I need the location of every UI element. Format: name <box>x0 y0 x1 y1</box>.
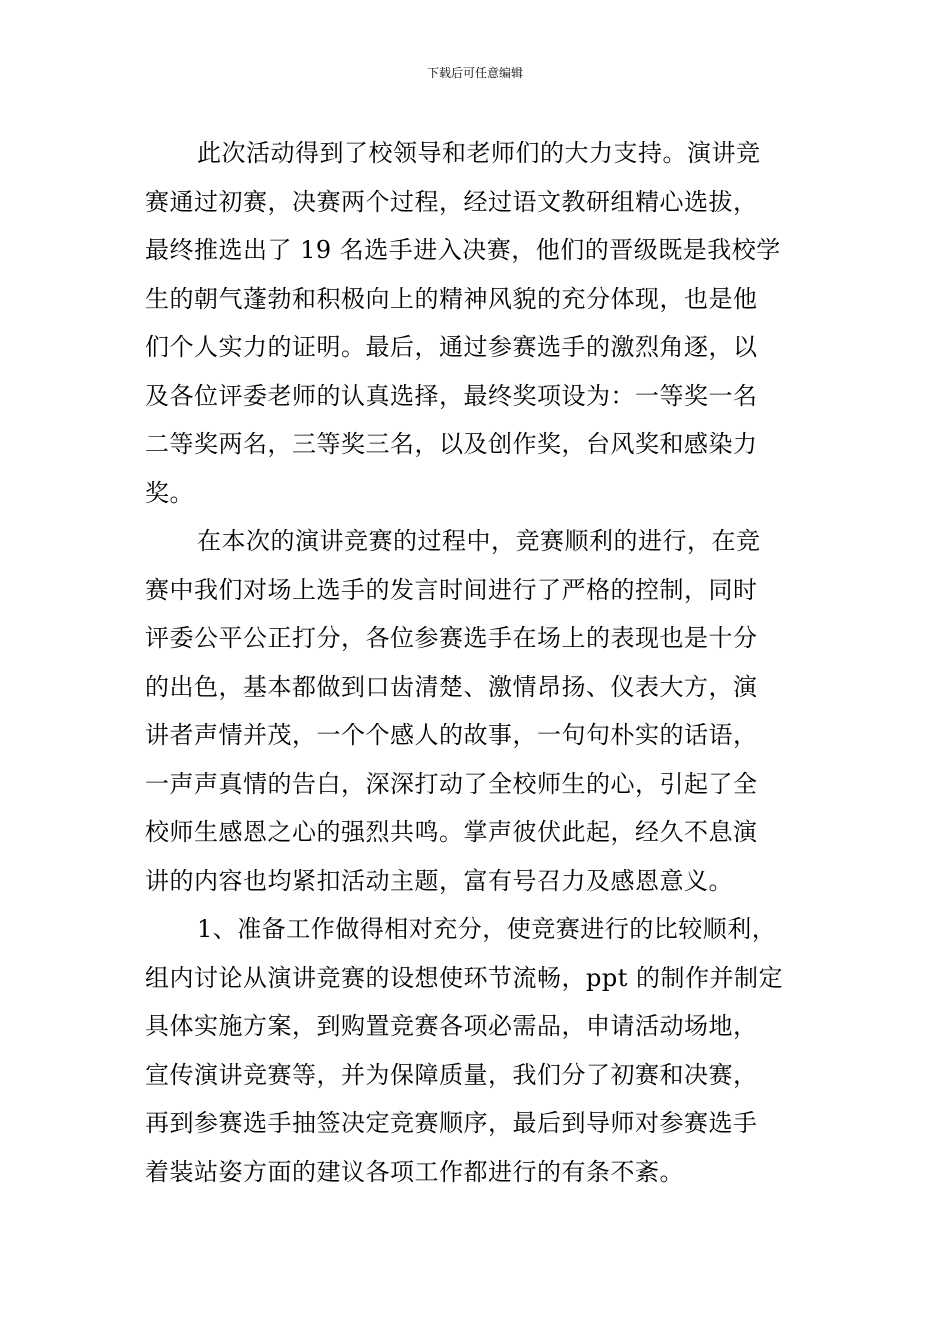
text-line: 奖。 <box>145 478 194 507</box>
text-line: 具体实施方案，到购置竞赛各项必需品，申请活动场地， <box>145 1012 758 1040</box>
text-line: 着装站姿方面的建议各项工作都进行的有条不紊。 <box>145 1157 684 1186</box>
text-line: 再到参赛选手抽签决定竞赛顺序，最后到导师对参赛选手 <box>145 1109 758 1137</box>
text-line: 1、准备工作做得相对充分，使竞赛进行的比较顺利， <box>197 915 777 943</box>
paragraph <box>145 905 805 1196</box>
text-line: 及各位评委老师的认真选择，最终奖项设为：一等奖一名 <box>145 381 758 410</box>
text-line: 宣传演讲竞赛等，并为保障质量，我们分了初赛和决赛， <box>145 1060 758 1089</box>
paragraph <box>145 517 805 905</box>
text-line: 讲的内容也均紧扣活动主题，富有号召力及感恩意义。 <box>145 866 733 895</box>
text-line: 最终推选出了 19 名选手进入决赛，他们的晋级既是我校学 <box>145 236 781 264</box>
text-line: 一声声真情的告白，深深打动了全校师生的心，引起了全 <box>145 769 758 798</box>
text-line: 们个人实力的证明。最后，通过参赛选手的激烈角逐，以 <box>145 333 758 361</box>
text-line: 赛通过初赛，决赛两个过程，经过语文教研组精心选拔， <box>145 187 758 216</box>
page-header: 下载后可任意编辑 <box>426 66 523 80</box>
text-line: 的出色，基本都做到口齿清楚、激情昂扬、仪表大方，演 <box>145 672 758 701</box>
paragraph <box>145 129 805 517</box>
text-line: 在本次的演讲竞赛的过程中，竞赛顺利的进行，在竞 <box>197 527 761 555</box>
text-line: 讲者声情并茂，一个个感人的故事，一句句朴实的话语， <box>145 721 758 749</box>
text-line: 校师生感恩之心的强烈共鸣。掌声彼伏此起，经久不息演 <box>145 818 758 846</box>
text-line: 评委公平公正打分，各位参赛选手在场上的表现也是十分 <box>145 624 758 652</box>
text-line: 生的朝气蓬勃和积极向上的精神风貌的充分体现，也是他 <box>145 284 758 313</box>
document-body <box>145 129 805 1196</box>
text-line: 组内讨论从演讲竞赛的设想使环节流畅，ppt 的制作并制定 <box>145 963 783 992</box>
text-line: 此次活动得到了校领导和老师们的大力支持。演讲竞 <box>197 139 761 167</box>
text-line: 二等奖两名，三等奖三名，以及创作奖，台风奖和感染力 <box>145 430 758 458</box>
text-line: 赛中我们对场上选手的发言时间进行了严格的控制，同时 <box>145 575 758 604</box>
